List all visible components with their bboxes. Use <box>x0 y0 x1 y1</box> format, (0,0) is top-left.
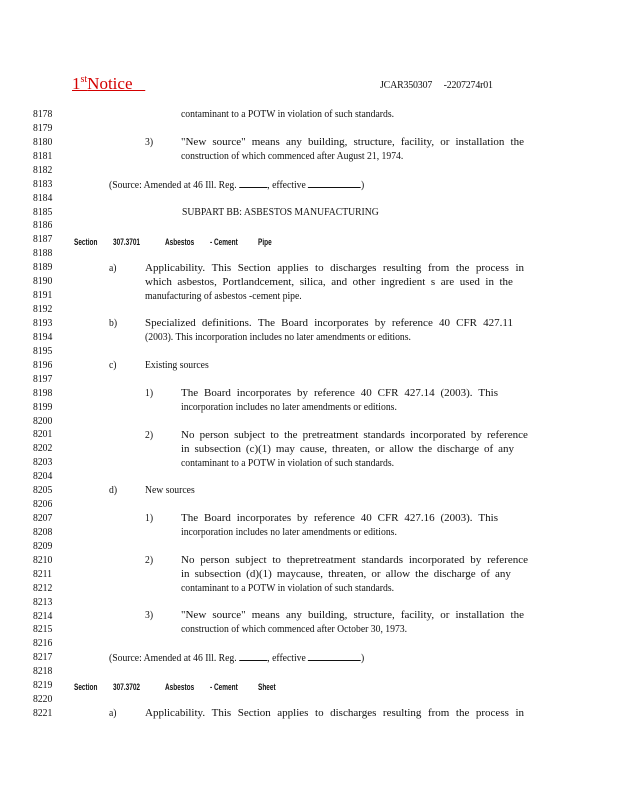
word: any <box>494 568 511 580</box>
word: reference <box>391 317 433 329</box>
line-8215: construction of which commenced after October 30, 1973. <box>181 623 408 635</box>
line-number: 8195 <box>33 344 53 357</box>
word: to <box>270 429 279 441</box>
word: silica, <box>299 276 326 288</box>
word: subject <box>235 554 267 566</box>
line-number: 8186 <box>33 219 53 232</box>
notice-word: Notice <box>87 74 133 93</box>
word: means <box>251 609 280 621</box>
word: in <box>181 443 190 455</box>
word: building, <box>307 609 348 621</box>
word: process <box>475 707 509 719</box>
word: source" <box>212 136 246 148</box>
line-8178: contaminant to a POTW in violation of such standards. <box>181 108 395 120</box>
word: installation <box>455 136 505 148</box>
item-label: 3) <box>145 609 154 621</box>
word: reference <box>313 512 355 524</box>
word: person <box>199 429 229 441</box>
word: subject <box>234 429 266 441</box>
source-prefix: (Source: Amended at 46 Ill. Reg. <box>109 179 237 191</box>
source-note-1 <box>109 177 364 191</box>
line-number: 8191 <box>33 289 53 302</box>
notice-number: 1 <box>72 74 81 93</box>
line-number: 8178 <box>33 108 53 120</box>
word: threaten, <box>328 568 367 580</box>
word: (c)(1) <box>245 443 271 455</box>
source-note-2 <box>109 650 364 664</box>
word: CFR <box>377 387 399 399</box>
word: Specialized <box>145 317 196 329</box>
word: 40 <box>360 512 372 524</box>
item-label: 2) <box>145 554 154 566</box>
word: reference <box>313 387 355 399</box>
section-number: 307.3702 <box>113 682 141 692</box>
subsection-label: a) <box>109 262 117 274</box>
line-8203: contaminant to a POTW in violation of such standards. <box>181 457 395 469</box>
word: to <box>315 262 324 274</box>
line-number: 8220 <box>33 693 53 706</box>
word: the <box>510 609 524 621</box>
line-8194: (2003). This incorporation includes no later amendments or editions. <box>145 331 411 343</box>
section-number: 307.3701 <box>113 237 141 247</box>
word: incorporates <box>236 512 292 524</box>
line-number: 8190 <box>33 275 53 288</box>
line-number: 8187 <box>33 233 53 246</box>
section-title: Asbestos <box>165 237 195 247</box>
word: reference <box>486 429 528 441</box>
line-number: 8215 <box>33 623 53 636</box>
word: in <box>515 262 524 274</box>
notice-header <box>72 74 145 94</box>
word: incorporates <box>236 387 292 399</box>
word: structure, <box>353 609 395 621</box>
document-id: JCAR350307 -2207274r01 <box>380 79 493 91</box>
word: subsection <box>194 443 241 455</box>
word: installation <box>455 609 505 621</box>
word: 40 <box>439 317 450 329</box>
line-8189 <box>145 261 524 275</box>
word: by <box>297 512 309 524</box>
section-title: - Cement <box>210 237 238 247</box>
section-title: Sheet <box>258 682 276 692</box>
word: standards <box>363 429 405 441</box>
subsection-label: b) <box>109 317 118 329</box>
word: 427.16 <box>404 512 435 524</box>
line-number: 8183 <box>33 177 53 190</box>
word: by <box>297 387 309 399</box>
section-title: Asbestos <box>165 682 195 692</box>
word: to <box>315 707 324 719</box>
line-number: 8198 <box>33 386 53 399</box>
word: This <box>478 512 498 524</box>
line-number: 8213 <box>33 595 53 608</box>
word: the <box>455 707 470 719</box>
word: discharge <box>433 568 476 580</box>
line-number: 8197 <box>33 372 53 385</box>
word: by <box>470 554 482 566</box>
word: any <box>285 609 302 621</box>
line-number: 8182 <box>33 163 53 176</box>
line-number: 8202 <box>33 442 53 455</box>
word: allow <box>385 568 411 580</box>
word: the <box>510 136 524 148</box>
line-number: 8216 <box>33 637 53 650</box>
word: CFR <box>377 512 399 524</box>
line-number: 8214 <box>33 609 53 622</box>
word: structure, <box>353 136 395 148</box>
line-8180 <box>181 135 524 149</box>
line-8208: incorporation includes no later amendments or editions. <box>181 526 397 538</box>
word: discharge <box>437 443 479 455</box>
word: reference <box>487 554 528 566</box>
word: 427.14 <box>404 387 435 399</box>
word: ingredient <box>380 276 426 288</box>
line-number: 8206 <box>33 498 53 510</box>
line-number: 8204 <box>33 470 53 483</box>
word: definitions. <box>201 317 252 329</box>
word: applies <box>277 262 309 274</box>
line-number: 8221 <box>33 707 53 719</box>
line-8193 <box>145 316 513 330</box>
item-label: 1) <box>145 512 154 524</box>
word: "New <box>181 136 207 148</box>
line-8214 <box>181 608 524 622</box>
word: This <box>211 262 232 274</box>
word: CFR <box>456 317 477 329</box>
line-number: 8180 <box>33 135 53 148</box>
word: the <box>284 429 298 441</box>
item-label: 3) <box>145 136 154 148</box>
word: are <box>440 276 455 288</box>
word: discharges <box>330 262 377 274</box>
line-8202 <box>181 442 514 456</box>
word: Section <box>237 262 271 274</box>
subsection-label: d) <box>109 484 118 496</box>
word: Portlandcement, <box>222 276 295 288</box>
line-number: 8211 <box>33 567 53 580</box>
word: in <box>485 276 494 288</box>
line-8205: New sources <box>145 484 195 496</box>
word: the <box>455 262 470 274</box>
section-word: Section <box>74 237 98 247</box>
word: may <box>275 443 295 455</box>
word: (2003). <box>440 387 473 399</box>
source-suffix: ) <box>361 652 365 664</box>
word: or <box>440 136 450 148</box>
effective-blank <box>308 177 361 188</box>
line-8201 <box>181 428 528 442</box>
word: the <box>499 276 513 288</box>
word: discharges <box>330 707 377 719</box>
word: allow <box>389 443 414 455</box>
word: asbestos, <box>177 276 217 288</box>
line-number: 8203 <box>33 456 53 469</box>
word: and <box>331 276 348 288</box>
word: cause, <box>299 443 328 455</box>
word: person <box>200 554 230 566</box>
line-8211 <box>181 567 511 581</box>
word: in <box>181 568 190 580</box>
word: standards <box>361 554 404 566</box>
line-number: 8181 <box>33 149 53 162</box>
word: process <box>475 262 509 274</box>
word: (d)(1) <box>246 568 272 580</box>
word: Board <box>204 387 231 399</box>
word: any <box>285 136 302 148</box>
word: means <box>251 136 280 148</box>
line-8199: incorporation includes no later amendments or editions. <box>181 401 397 413</box>
word: of <box>480 568 490 580</box>
item-label: 1) <box>145 387 154 399</box>
word: The <box>181 512 199 524</box>
word: or <box>375 443 385 455</box>
word: resulting <box>382 262 422 274</box>
line-8181: construction of which commenced after August 21, 1974. <box>181 150 404 162</box>
subpart-heading: SUBPART BB: ASBESTOS MANUFACTURING <box>182 206 379 218</box>
line-8196: Existing sources <box>145 359 209 371</box>
effective-blank <box>308 650 361 661</box>
word: to <box>272 554 281 566</box>
word: incorporated <box>410 429 466 441</box>
word: or <box>440 609 450 621</box>
line-number: 8219 <box>33 679 53 692</box>
word: in <box>515 707 524 719</box>
word: Applicability. <box>145 707 206 719</box>
word: "New <box>181 609 207 621</box>
word: No <box>181 554 195 566</box>
line-number: 8207 <box>33 512 53 524</box>
word: Section <box>237 707 271 719</box>
line-8212: contaminant to a POTW in violation of such standards. <box>181 582 395 594</box>
word: 427.11 <box>483 317 513 329</box>
source-prefix: (Source: Amended at 46 Ill. Reg. <box>109 652 237 664</box>
word: any <box>498 443 514 455</box>
word: applies <box>277 707 309 719</box>
line-number: 8210 <box>33 553 53 566</box>
word: No <box>181 429 195 441</box>
reg-blank <box>239 650 267 661</box>
line-number: 8200 <box>33 414 53 427</box>
word: facility, <box>400 136 435 148</box>
word: subsection <box>194 568 242 580</box>
word: of <box>483 443 494 455</box>
line-number: 8217 <box>33 651 53 664</box>
word: the <box>415 568 429 580</box>
word: source" <box>212 609 246 621</box>
word: incorporates <box>314 317 369 329</box>
line-number: 8192 <box>33 303 53 315</box>
line-number: 8212 <box>33 581 53 594</box>
reg-blank <box>239 177 267 188</box>
word: from <box>427 262 450 274</box>
word: by <box>374 317 386 329</box>
notice-ordinal: st <box>80 74 88 85</box>
line-8198 <box>181 386 498 400</box>
word: the <box>418 443 433 455</box>
line-8207 <box>181 511 498 525</box>
line-number: 8185 <box>33 205 53 218</box>
word: by <box>470 429 482 441</box>
source-mid: , effective <box>267 179 306 191</box>
word: Board <box>204 512 231 524</box>
line-number: 8179 <box>33 121 53 134</box>
line-number: 8209 <box>33 539 53 552</box>
section-word: Section <box>74 682 98 692</box>
item-label: 2) <box>145 429 154 441</box>
word: threaten, <box>331 443 371 455</box>
line-8190 <box>145 275 513 289</box>
line-number: 8205 <box>33 484 53 497</box>
section-title: Pipe <box>258 237 272 247</box>
word: The <box>181 387 199 399</box>
word: facility, <box>400 609 435 621</box>
word: or <box>371 568 381 580</box>
subsection-label: c) <box>109 359 117 371</box>
word: which <box>145 276 172 288</box>
line-number: 8184 <box>33 191 53 204</box>
line-number: 8193 <box>33 317 53 329</box>
source-suffix: ) <box>361 179 365 191</box>
word: This <box>211 707 232 719</box>
word: s <box>430 276 436 288</box>
word: incorporated <box>408 554 465 566</box>
line-number: 8196 <box>33 358 53 371</box>
word: This <box>478 387 498 399</box>
word: from <box>427 707 450 719</box>
word: Applicability. <box>145 262 206 274</box>
word: other <box>352 276 376 288</box>
line-number: 8218 <box>33 665 53 678</box>
source-mid: , effective <box>267 652 306 664</box>
section-title: - Cement <box>210 682 238 692</box>
line-number: 8188 <box>33 247 53 260</box>
word: Board <box>281 317 309 329</box>
line-number: 8194 <box>33 330 53 343</box>
subsection-label: a) <box>109 707 117 719</box>
word: pretreatment <box>302 429 359 441</box>
word: resulting <box>382 707 422 719</box>
line-8210 <box>181 553 528 567</box>
word: The <box>257 317 275 329</box>
line-number: 8189 <box>33 261 53 274</box>
word: 40 <box>360 387 372 399</box>
line-number: 8208 <box>33 525 53 538</box>
line-8221 <box>145 706 524 720</box>
line-number: 8199 <box>33 400 53 413</box>
word: thepretreatment <box>286 554 356 566</box>
word: maycause, <box>276 568 324 580</box>
line-8191: manufacturing of asbestos -cement pipe. <box>145 290 302 302</box>
word: used <box>459 276 480 288</box>
line-number: 8201 <box>33 428 53 441</box>
word: building, <box>307 136 348 148</box>
word: (2003). <box>440 512 473 524</box>
